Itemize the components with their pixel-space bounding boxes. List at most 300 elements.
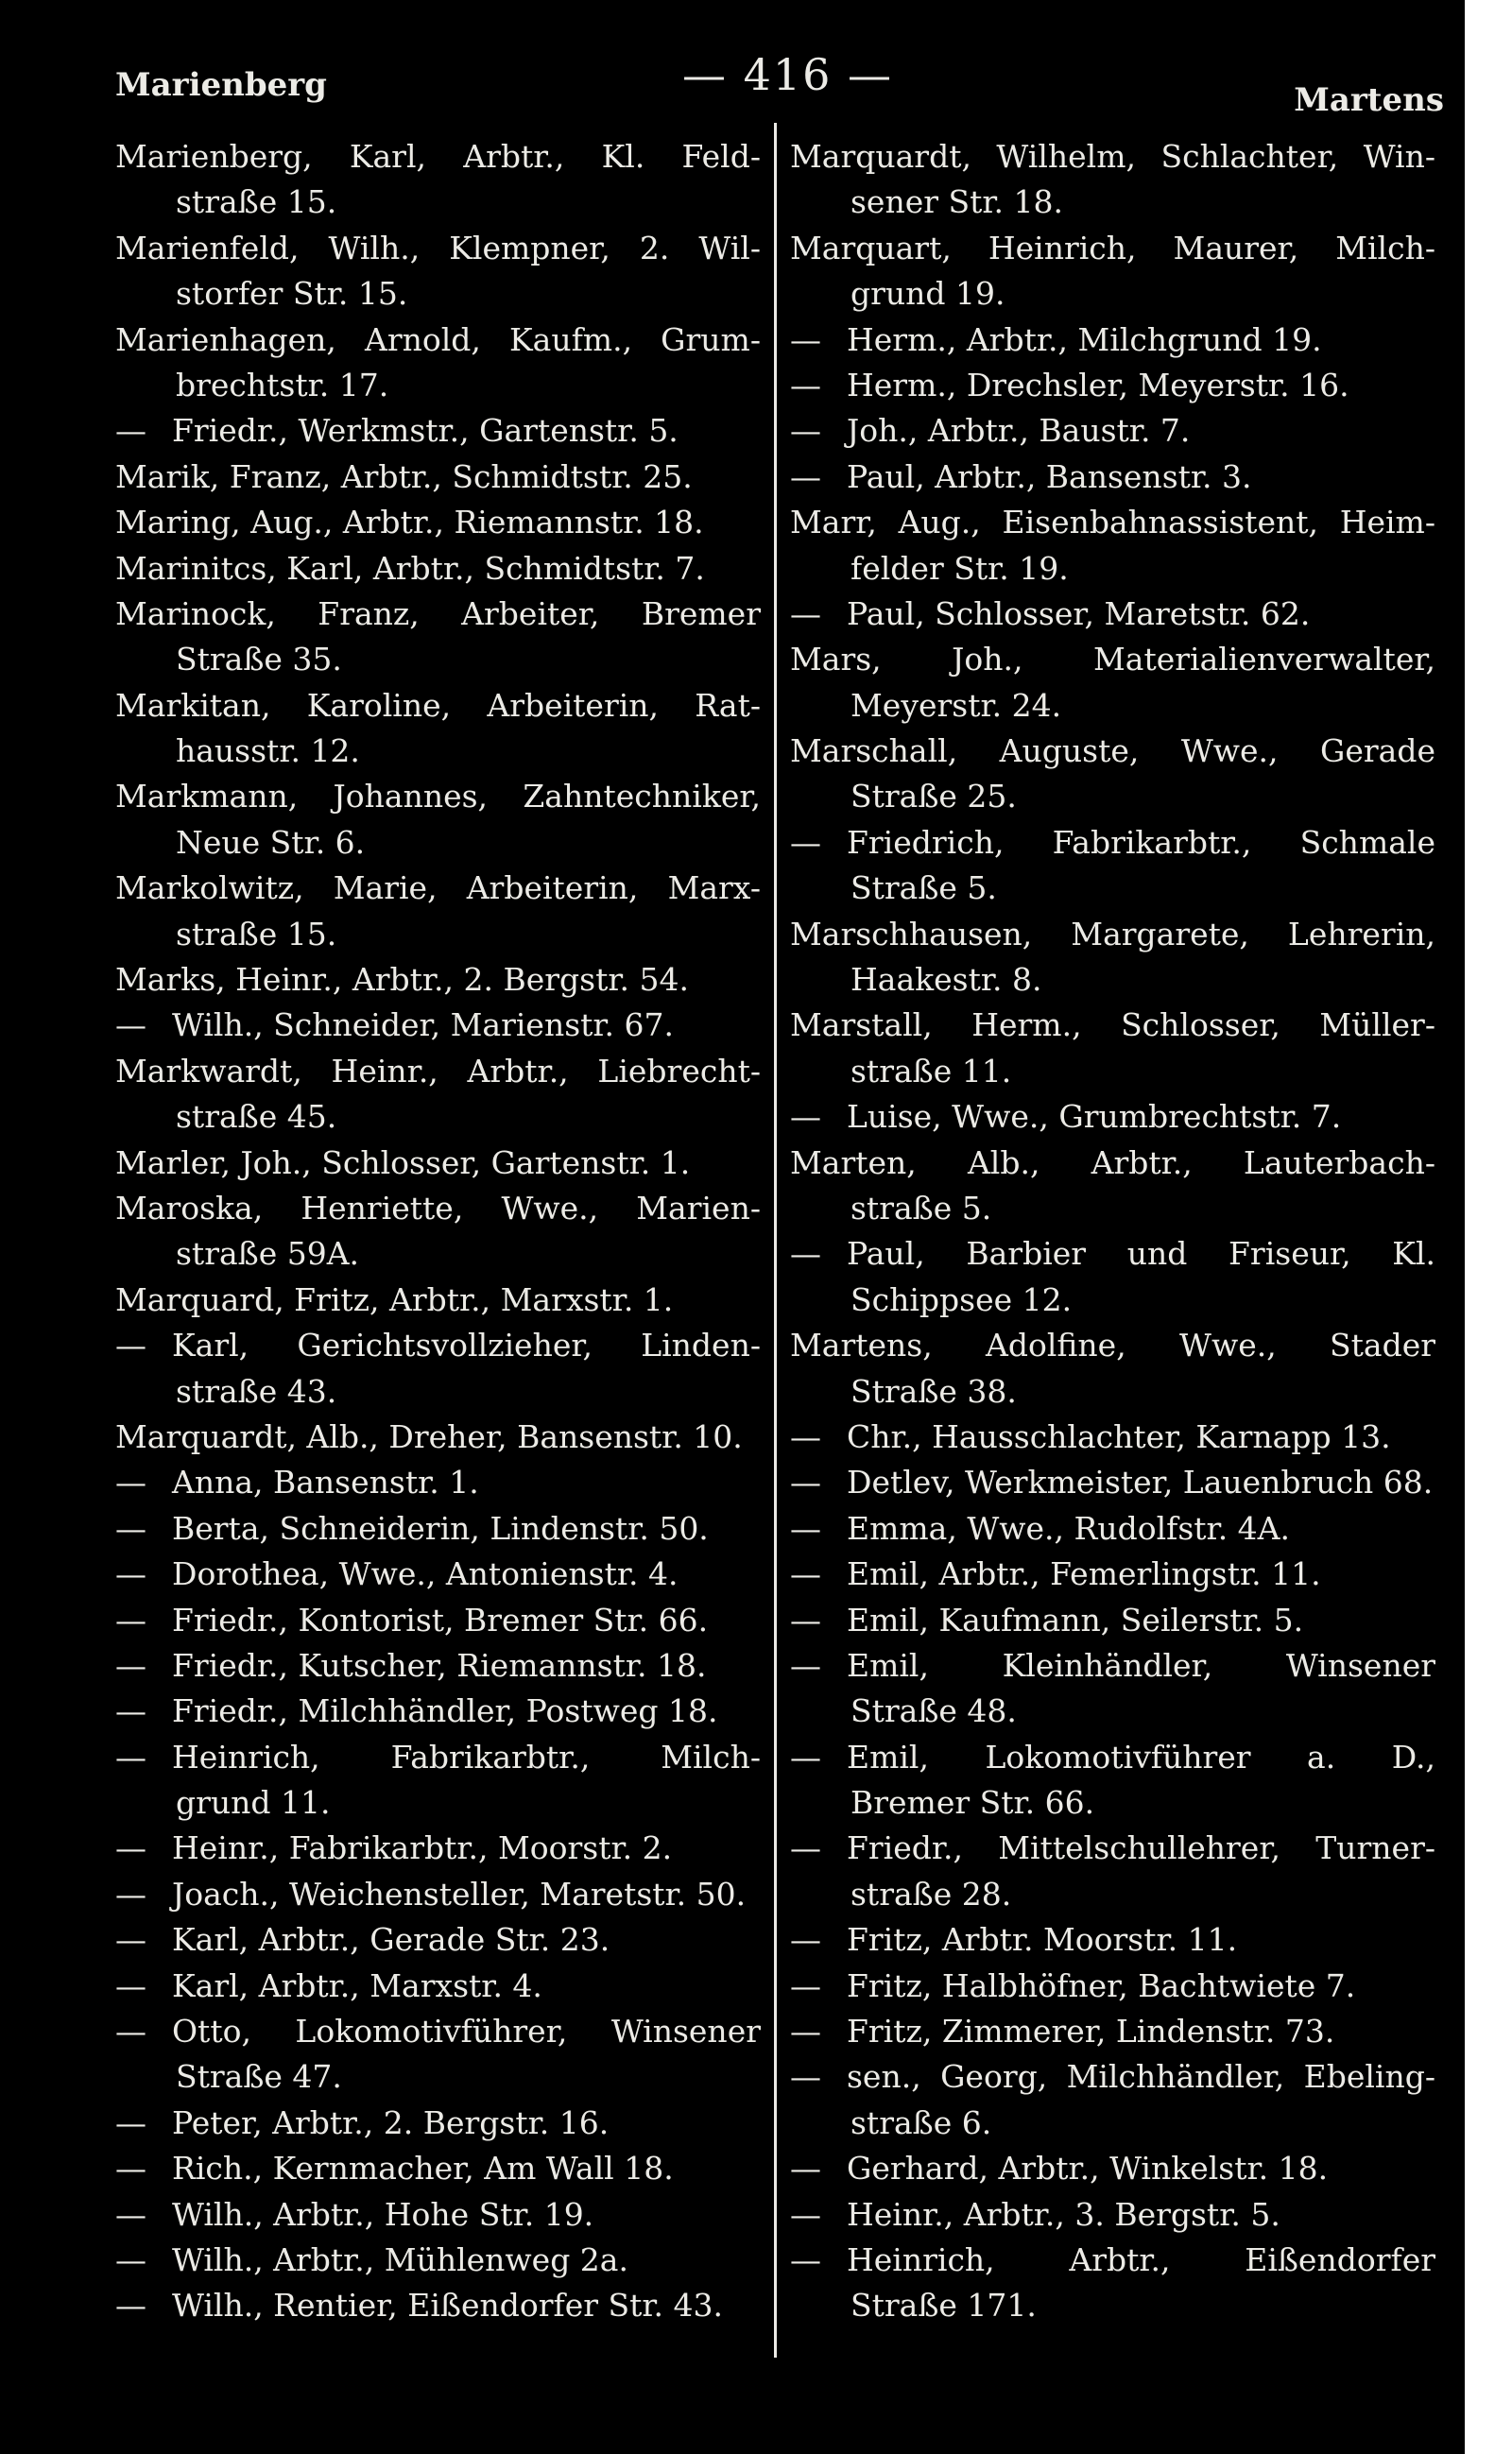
entry-text: Schippsee 12.	[850, 1280, 1073, 1318]
entry-text: Herm., Arbtr., Milchgrund 19.	[847, 320, 1322, 358]
entry-continuation-line	[790, 1780, 1435, 1826]
entry-line	[790, 1826, 1435, 1871]
entry-continuation-line	[790, 2283, 1435, 2328]
entry-line	[115, 1003, 761, 1048]
entry-line	[790, 500, 1435, 545]
directory-entry	[790, 226, 1435, 317]
entry-text: Marschall, Auguste, Wwe., Gerade	[790, 732, 1435, 770]
entry-text: Wilh., Arbtr., Mühlenweg 2a.	[172, 2240, 628, 2278]
right-column	[777, 134, 1435, 2358]
entry-line	[790, 592, 1435, 637]
entry-text: Markwardt, Heinr., Arbtr., Liebrecht-	[115, 1052, 761, 1090]
entry-text: straße 43.	[176, 1372, 337, 1410]
entry-line	[115, 1049, 761, 1094]
entry-text: straße 5.	[850, 1189, 992, 1227]
entry-text: felder Str. 19.	[850, 549, 1069, 587]
entry-line	[790, 1917, 1435, 1963]
entry-text: Detlev, Werkmeister, Lauenbruch 68.	[847, 1464, 1434, 1502]
directory-entry	[115, 1598, 761, 1643]
entry-text: Heinrich, Arbtr., Eißendorfer	[847, 2240, 1435, 2278]
entry-line	[115, 1598, 761, 1643]
ditto-dash: —	[115, 2240, 146, 2278]
directory-entry	[115, 1689, 761, 1734]
entry-line	[115, 2101, 761, 2146]
entry-continuation-line	[115, 1094, 761, 1140]
directory-entry	[115, 957, 761, 1003]
ditto-dash: —	[790, 2240, 821, 2278]
directory-entry	[115, 1826, 761, 1871]
directory-entry	[115, 455, 761, 500]
entry-line	[115, 317, 761, 363]
ditto-dash: —	[115, 1509, 146, 1547]
entry-text: straße 15.	[176, 915, 337, 952]
entry-line	[790, 1964, 1435, 2009]
entry-continuation-line	[115, 363, 761, 408]
entry-text: Friedr., Werkmstr., Gartenstr. 5.	[172, 412, 679, 450]
entry-line	[790, 1415, 1435, 1460]
entry-text: Karl, Gerichtsvollzieher, Linden-	[172, 1327, 761, 1364]
entry-text: Straße 35.	[176, 641, 342, 678]
ditto-dash: —	[115, 2103, 146, 2141]
entry-text: Joach., Weichensteller, Maretstr. 50.	[172, 1875, 747, 1913]
entry-continuation-line	[790, 957, 1435, 1003]
entry-line	[790, 1598, 1435, 1643]
entry-text: Bremer Str. 66.	[850, 1784, 1095, 1822]
ditto-dash: —	[115, 1921, 146, 1959]
directory-entry	[790, 317, 1435, 363]
directory-entry	[790, 1460, 1435, 1505]
directory-entry	[790, 1735, 1435, 1827]
entry-line	[790, 1735, 1435, 1780]
entry-text: straße 15.	[176, 183, 337, 221]
ditto-dash: —	[115, 2195, 146, 2233]
entry-line	[790, 729, 1435, 774]
entry-text: Marquard, Fritz, Arbtr., Marxstr. 1.	[115, 1280, 674, 1318]
directory-entry	[115, 774, 761, 866]
entry-text: straße 59A.	[176, 1235, 360, 1273]
entry-text: Friedr., Kontorist, Bremer Str. 66.	[172, 1601, 709, 1639]
directory-entry	[115, 1735, 761, 1827]
entry-text: Marr, Aug., Eisenbahnassistent, Heim-	[790, 504, 1435, 541]
ditto-dash: —	[115, 1464, 146, 1502]
entry-line	[115, 226, 761, 271]
columns	[115, 134, 1444, 2358]
entry-line	[790, 2009, 1435, 2054]
directory-entry	[115, 1278, 761, 1323]
entry-text: Marinitcs, Karl, Arbtr., Schmidtstr. 7.	[115, 549, 705, 587]
directory-entry	[790, 1917, 1435, 1963]
entry-continuation-line	[790, 546, 1435, 592]
entry-line	[790, 1231, 1435, 1277]
entry-text: Fritz, Halbhöfner, Bachtwiete 7.	[847, 1966, 1356, 2004]
entry-continuation-line	[790, 1369, 1435, 1415]
entry-line	[790, 408, 1435, 454]
entry-text: Marik, Franz, Arbtr., Schmidtstr. 25.	[115, 457, 693, 495]
entry-text: brechtstr. 17.	[176, 366, 389, 403]
entry-text: Dorothea, Wwe., Antonienstr. 4.	[172, 1555, 679, 1593]
entry-line	[115, 2009, 761, 2054]
entry-text: Karl, Arbtr., Marxstr. 4.	[172, 1966, 542, 2004]
entry-text: Markolwitz, Marie, Arbeiterin, Marx-	[115, 869, 761, 907]
ditto-dash: —	[790, 1509, 821, 1547]
directory-entry	[790, 912, 1435, 1004]
page-number: — 416 —	[682, 49, 894, 100]
directory-entry	[790, 1826, 1435, 1917]
ditto-dash: —	[115, 2013, 146, 2051]
directory-entry	[115, 1460, 761, 1505]
ditto-dash: —	[790, 594, 821, 632]
entry-text: Emma, Wwe., Rudolfstr. 4A.	[847, 1509, 1290, 1547]
entry-line	[115, 1415, 761, 1460]
directory-entry	[790, 729, 1435, 820]
entry-line	[115, 592, 761, 637]
entry-text: Marks, Heinr., Arbtr., 2. Bergstr. 54.	[115, 961, 689, 999]
entry-text: Meyerstr. 24.	[850, 686, 1062, 724]
entry-line	[790, 1141, 1435, 1186]
entry-text: Berta, Schneiderin, Lindenstr. 50.	[172, 1509, 709, 1547]
entry-continuation-line	[115, 729, 761, 774]
entry-line	[790, 1506, 1435, 1552]
entry-text: Friedr., Kutscher, Riemannstr. 18.	[172, 1646, 707, 1684]
entry-continuation-line	[790, 683, 1435, 729]
entry-text: Straße 38.	[850, 1372, 1017, 1410]
entry-text: Fritz, Zimmerer, Lindenstr. 73.	[847, 2013, 1335, 2051]
entry-continuation-line	[790, 1872, 1435, 1917]
entry-text: Heinr., Arbtr., 3. Bergstr. 5.	[847, 2195, 1280, 2233]
ditto-dash: —	[115, 2150, 146, 2188]
entry-text: Friedr., Mittelschullehrer, Turner-	[847, 1829, 1435, 1867]
directory-entry	[115, 1141, 761, 1186]
entry-continuation-line	[115, 2054, 761, 2100]
entry-continuation-line	[790, 866, 1435, 911]
ditto-dash: —	[790, 1235, 821, 1273]
directory-entry	[115, 1964, 761, 2009]
entry-continuation-line	[115, 1231, 761, 1277]
entry-continuation-line	[115, 820, 761, 866]
directory-entry	[790, 2054, 1435, 2146]
ditto-dash: —	[790, 1738, 821, 1776]
entry-line	[115, 455, 761, 500]
entry-text: Heinr., Fabrikarbtr., Moorstr. 2.	[172, 1829, 673, 1867]
entry-continuation-line	[115, 1780, 761, 1826]
ditto-dash: —	[115, 1829, 146, 1867]
entry-line	[115, 2192, 761, 2238]
entry-text: straße 6.	[850, 2103, 992, 2141]
entry-line	[115, 1552, 761, 1597]
entry-text: Wilh., Rentier, Eißendorfer Str. 43.	[172, 2287, 723, 2325]
directory-entry	[790, 2009, 1435, 2054]
header-right-catchword: Martens	[1294, 81, 1444, 119]
entry-text: Straße 5.	[850, 869, 997, 907]
directory-entry	[115, 1643, 761, 1689]
entry-text: Markitan, Karoline, Arbeiterin, Rat-	[115, 686, 761, 724]
ditto-dash: —	[115, 1327, 146, 1364]
entry-line	[115, 1186, 761, 1231]
entry-line	[115, 2146, 761, 2191]
entry-line	[115, 774, 761, 819]
entry-text: Herm., Drechsler, Meyerstr. 16.	[847, 366, 1349, 403]
entry-text: Haakestr. 8.	[850, 961, 1042, 999]
ditto-dash: —	[115, 1692, 146, 1730]
entry-text: grund 11.	[176, 1784, 331, 1822]
directory-entry	[115, 592, 761, 683]
entry-continuation-line	[115, 912, 761, 957]
entry-text: Emil, Lokomotivführer a. D.,	[847, 1738, 1435, 1776]
entry-continuation-line	[115, 180, 761, 225]
entry-line	[790, 1643, 1435, 1689]
entry-text: Emil, Kleinhändler, Winsener	[847, 1646, 1435, 1684]
entry-line	[115, 1689, 761, 1734]
directory-entry	[115, 2101, 761, 2146]
entry-line	[790, 317, 1435, 363]
directory-entry	[115, 317, 761, 409]
entry-text: Marquardt, Alb., Dreher, Bansenstr. 10.	[115, 1417, 743, 1455]
entry-line	[115, 1964, 761, 2009]
directory-entry	[790, 2238, 1435, 2329]
entry-continuation-line	[790, 1186, 1435, 1231]
ditto-dash: —	[790, 366, 821, 403]
entry-continuation-line	[790, 1278, 1435, 1323]
directory-entry	[790, 134, 1435, 226]
entry-line	[115, 2238, 761, 2283]
entry-text: sener Str. 18.	[850, 183, 1063, 221]
entry-text: Neue Str. 6.	[176, 823, 366, 861]
entry-line	[115, 546, 761, 592]
entry-line	[115, 408, 761, 454]
entry-line	[115, 683, 761, 729]
entry-text: Friedr., Milchhändler, Postweg 18.	[172, 1692, 718, 1730]
directory-entry	[790, 637, 1435, 729]
entry-text: Fritz, Arbtr. Moorstr. 11.	[847, 1921, 1238, 1959]
entry-text: Paul, Barbier und Friseur, Kl.	[847, 1235, 1435, 1273]
entry-text: Marquart, Heinrich, Maurer, Milch-	[790, 229, 1435, 266]
entry-text: Marstall, Herm., Schlosser, Müller-	[790, 1006, 1435, 1044]
directory-entry	[115, 1552, 761, 1597]
entry-text: Marienberg, Karl, Arbtr., Kl. Feld-	[115, 138, 761, 175]
entry-text: Emil, Arbtr., Femerlingstr. 11.	[847, 1555, 1321, 1593]
entry-text: Mars, Joh., Materialienverwalter,	[790, 641, 1435, 678]
entry-text: Heinrich, Fabrikarbtr., Milch-	[172, 1738, 761, 1776]
entry-line	[790, 912, 1435, 957]
directory-entry	[115, 1917, 761, 1963]
directory-entry	[115, 1049, 761, 1141]
directory-entry	[115, 1323, 761, 1415]
entry-text: Straße 47.	[176, 2058, 342, 2096]
page-header	[115, 49, 1444, 125]
entry-line	[115, 1506, 761, 1552]
ditto-dash: —	[115, 1738, 146, 1776]
entry-continuation-line	[790, 180, 1435, 225]
entry-line	[115, 1917, 761, 1963]
directory-entry	[790, 1506, 1435, 1552]
directory-entry	[115, 134, 761, 226]
ditto-dash: —	[115, 1555, 146, 1593]
directory-entry	[790, 1141, 1435, 1232]
ditto-dash: —	[790, 1646, 821, 1684]
entry-text: grund 19.	[850, 275, 1005, 313]
ditto-dash: —	[790, 2058, 821, 2096]
directory-entry	[790, 1552, 1435, 1597]
entry-text: Gerhard, Arbtr., Winkelstr. 18.	[847, 2150, 1329, 2188]
entry-text: sen., Georg, Milchhändler, Ebeling-	[847, 2058, 1435, 2096]
entry-continuation-line	[790, 271, 1435, 317]
entry-line	[115, 134, 761, 180]
entry-line	[115, 1323, 761, 1368]
directory-entry	[790, 820, 1435, 912]
entry-line	[790, 1323, 1435, 1368]
directory-entry	[115, 546, 761, 592]
ditto-dash: —	[115, 1646, 146, 1684]
entry-line	[115, 1643, 761, 1689]
entry-text: Peter, Arbtr., 2. Bergstr. 16.	[172, 2103, 610, 2141]
entry-text: Marinock, Franz, Arbeiter, Bremer	[115, 594, 761, 632]
entry-text: Markmann, Johannes, Zahntechniker,	[115, 778, 761, 815]
header-left-catchword: Marienberg	[115, 66, 327, 104]
entry-text: Marienfeld, Wilh., Klempner, 2. Wil-	[115, 229, 761, 266]
directory-entry	[115, 408, 761, 454]
entry-text: Joh., Arbtr., Baustr. 7.	[847, 412, 1191, 450]
entry-line	[115, 1826, 761, 1871]
entry-line	[790, 226, 1435, 271]
ditto-dash: —	[790, 1829, 821, 1867]
entry-text: Paul, Arbtr., Bansenstr. 3.	[847, 457, 1252, 495]
entry-line	[115, 2283, 761, 2328]
entry-text: Rich., Kernmacher, Am Wall 18.	[172, 2150, 674, 2188]
entry-continuation-line	[790, 1689, 1435, 1734]
directory-entry	[790, 2192, 1435, 2238]
entry-line	[790, 134, 1435, 180]
directory-entry	[790, 363, 1435, 408]
entry-continuation-line	[115, 271, 761, 317]
entry-line	[790, 2238, 1435, 2283]
directory-entry	[115, 1003, 761, 1048]
entry-text: Anna, Bansenstr. 1.	[172, 1464, 479, 1502]
entry-line	[790, 2054, 1435, 2100]
directory-entry	[790, 592, 1435, 637]
directory-entry	[790, 1003, 1435, 1094]
entry-line	[790, 637, 1435, 682]
entry-text: Straße 48.	[850, 1692, 1017, 1730]
ditto-dash: —	[790, 2013, 821, 2051]
entry-continuation-line	[115, 637, 761, 682]
entry-text: Wilh., Arbtr., Hohe Str. 19.	[172, 2195, 594, 2233]
entry-text: Wilh., Schneider, Marienstr. 67.	[172, 1006, 675, 1044]
entry-text: Straße 171.	[850, 2287, 1037, 2325]
ditto-dash: —	[115, 412, 146, 450]
entry-line	[115, 500, 761, 545]
entry-continuation-line	[790, 1049, 1435, 1094]
directory-entry	[790, 2146, 1435, 2191]
entry-continuation-line	[790, 774, 1435, 819]
ditto-dash: —	[115, 2287, 146, 2325]
directory-entry	[115, 1872, 761, 1917]
entry-text: Straße 25.	[850, 778, 1017, 815]
ditto-dash: —	[115, 1966, 146, 2004]
entry-line	[115, 1460, 761, 1505]
ditto-dash: —	[790, 1464, 821, 1502]
directory-entry	[790, 1323, 1435, 1415]
entry-line	[115, 1735, 761, 1780]
entry-line	[115, 1872, 761, 1917]
directory-entry	[115, 683, 761, 775]
entry-line	[790, 820, 1435, 866]
entry-line	[790, 2146, 1435, 2191]
ditto-dash: —	[115, 1601, 146, 1639]
directory-entry	[115, 1415, 761, 1460]
directory-entry	[790, 1094, 1435, 1140]
left-column	[115, 134, 774, 2358]
entry-text: straße 45.	[176, 1098, 337, 1136]
entry-line	[790, 363, 1435, 408]
entry-continuation-line	[115, 1369, 761, 1415]
entry-text: Maroska, Henriette, Wwe., Marien-	[115, 1189, 761, 1227]
entry-text: Emil, Kaufmann, Seilerstr. 5.	[847, 1601, 1304, 1639]
ditto-dash: —	[790, 1966, 821, 2004]
ditto-dash: —	[790, 1098, 821, 1136]
entry-text: Maring, Aug., Arbtr., Riemannstr. 18.	[115, 504, 704, 541]
entry-text: Marienhagen, Arnold, Kaufm., Grum-	[115, 320, 761, 358]
entry-text: Paul, Schlosser, Maretstr. 62.	[847, 594, 1311, 632]
ditto-dash: —	[790, 1417, 821, 1455]
ditto-dash: —	[790, 457, 821, 495]
entry-line	[790, 1552, 1435, 1597]
ditto-dash: —	[790, 1601, 821, 1639]
directory-entry	[790, 408, 1435, 454]
directory-entry	[790, 1415, 1435, 1460]
entry-text: Karl, Arbtr., Gerade Str. 23.	[172, 1921, 610, 1959]
ditto-dash: —	[790, 2195, 821, 2233]
directory-entry	[790, 455, 1435, 500]
entry-line	[115, 957, 761, 1003]
entry-text: Chr., Hausschlachter, Karnapp 13.	[847, 1417, 1391, 1455]
ditto-dash: —	[115, 1006, 146, 1044]
entry-text: straße 28.	[850, 1875, 1012, 1913]
entry-text: Otto, Lokomotivführer, Winsener	[172, 2013, 761, 2051]
ditto-dash: —	[115, 1875, 146, 1913]
ditto-dash: —	[790, 320, 821, 358]
directory-entry	[115, 2009, 761, 2101]
ditto-dash: —	[790, 1555, 821, 1593]
directory-entry	[115, 2238, 761, 2283]
directory-entry	[115, 226, 761, 317]
entry-continuation-line	[790, 2101, 1435, 2146]
directory-entry	[790, 500, 1435, 592]
entry-line	[115, 1141, 761, 1186]
directory-entry	[115, 1506, 761, 1552]
entry-text: straße 11.	[850, 1052, 1012, 1090]
entry-line	[790, 1460, 1435, 1505]
directory-entry	[790, 1643, 1435, 1735]
ditto-dash: —	[790, 823, 821, 861]
ditto-dash: —	[790, 1921, 821, 1959]
directory-entry	[790, 1964, 1435, 2009]
entry-line	[790, 1094, 1435, 1140]
entry-text: Marler, Joh., Schlosser, Gartenstr. 1.	[115, 1143, 691, 1181]
entry-text: hausstr. 12.	[176, 732, 360, 770]
directory-entry	[115, 500, 761, 545]
directory-entry	[115, 2283, 761, 2328]
directory-entry	[115, 2146, 761, 2191]
ditto-dash: —	[790, 412, 821, 450]
entry-text: Martens, Adolfine, Wwe., Stader	[790, 1327, 1435, 1364]
directory-entry	[790, 1231, 1435, 1323]
entry-text: Friedrich, Fabrikarbtr., Schmale	[847, 823, 1435, 861]
entry-text: storfer Str. 15.	[176, 275, 408, 313]
entry-text: Marten, Alb., Arbtr., Lauterbach-	[790, 1143, 1435, 1181]
entry-text: Marquardt, Wilhelm, Schlachter, Win-	[790, 138, 1435, 175]
entry-text: Luise, Wwe., Grumbrechtstr. 7.	[847, 1098, 1342, 1136]
entry-line	[790, 2192, 1435, 2238]
